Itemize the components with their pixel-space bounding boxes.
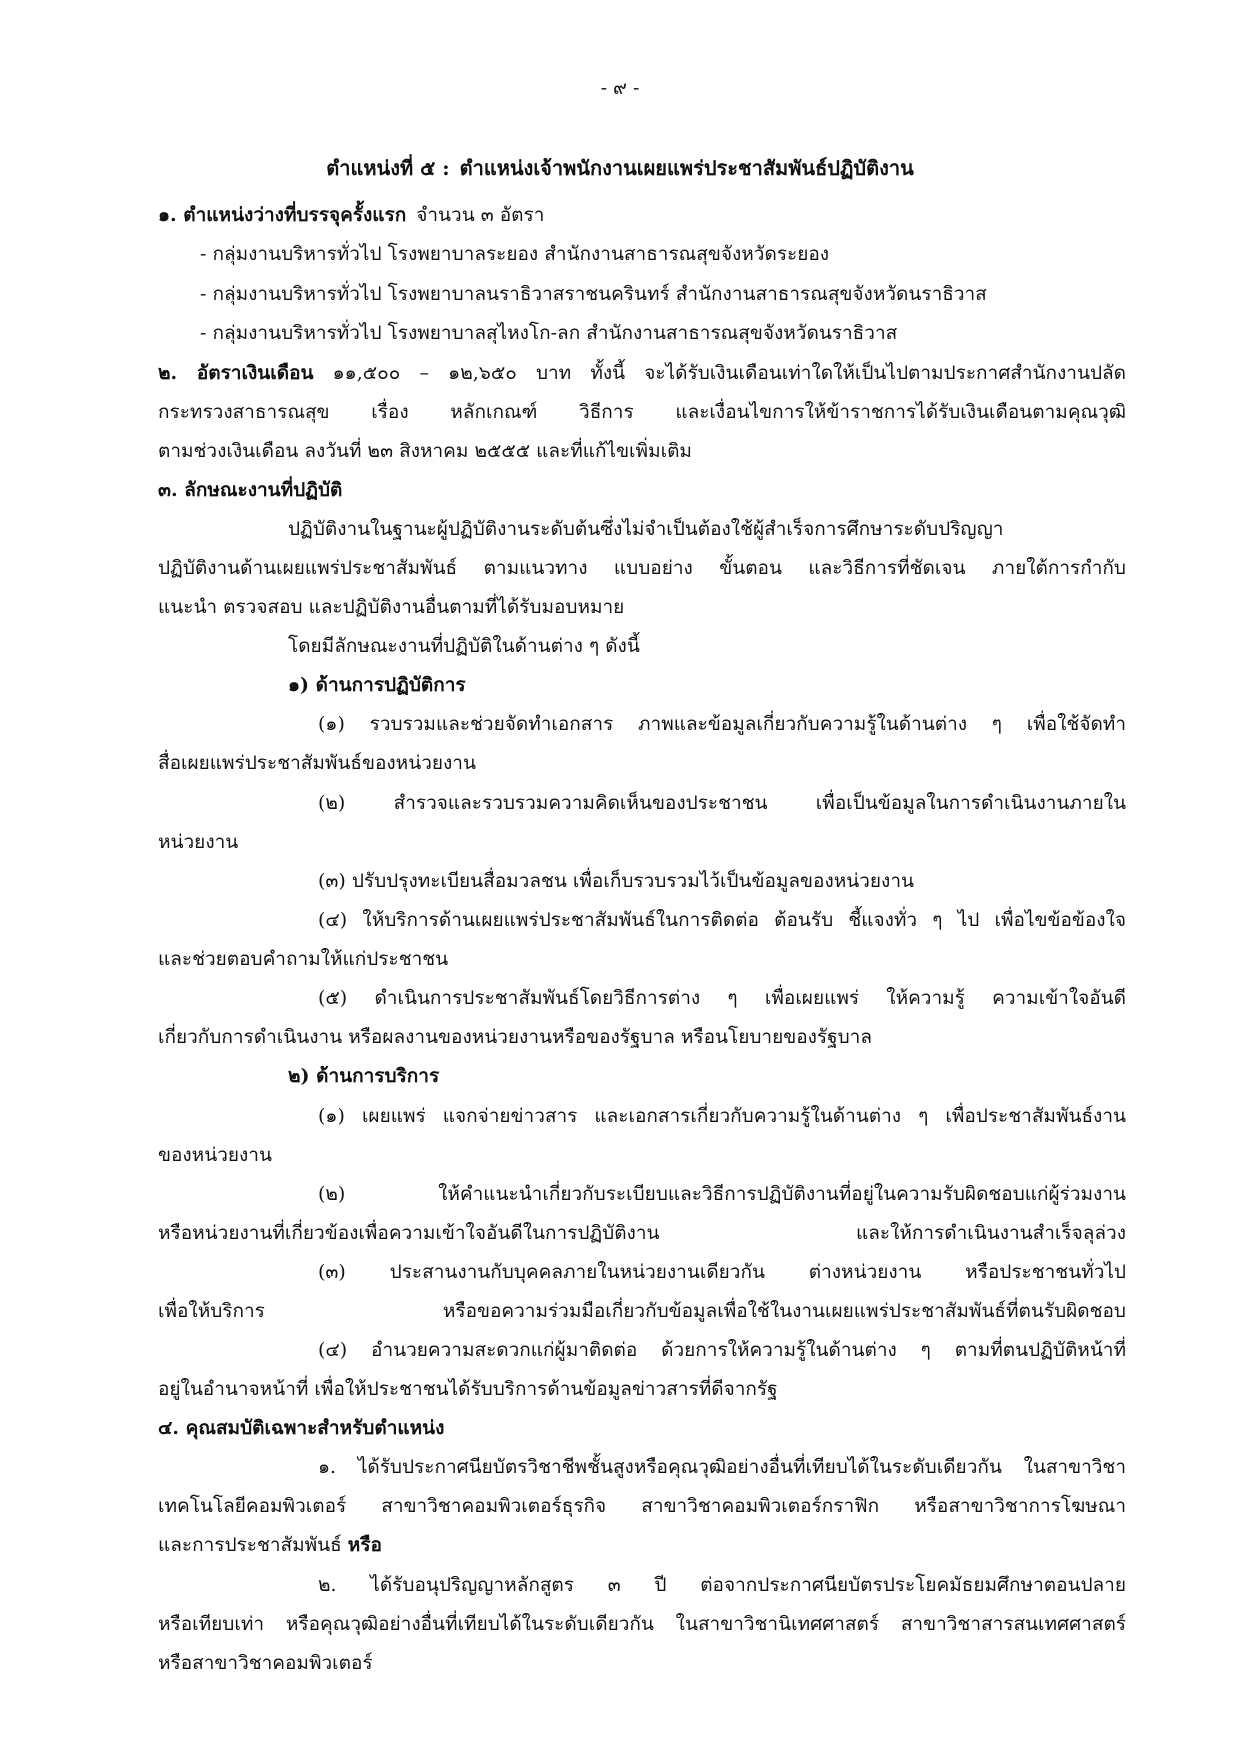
- section3-heading: ๓. ลักษณะงานที่ปฏิบัติ: [158, 479, 343, 501]
- sub1-line: (๔) ให้บริการด้านเผยแพร่ประชาสัมพันธ์ในการติดต่อ ต้อนรับ ชี้แจงทั่ว ๆ ไป เพื่อไขข้อข้องใจ: [318, 909, 1126, 931]
- section4-line: หรือเทียบเท่า หรือคุณวุฒิอย่างอื่นที่เทียบได้ในระดับเดียวกัน ในสาขาวิชานิเทศศาสตร์ สาขาวิชาสารสนเทศศาสตร์: [158, 1613, 1126, 1635]
- section4-line: ๑. ได้รับประกาศนียบัตรวิชาชีพชั้นสูงหรือคุณวุฒิอย่างอื่นที่เทียบได้ในระดับเดียวกัน ในสาขาวิชา: [318, 1456, 1126, 1478]
- section1-item: - กลุ่มงานบริหารทั่วไป โรงพยาบาลสุไหงโก-ลก สำนักงานสาธารณสุขจังหวัดนราธิวาส: [200, 322, 898, 344]
- section1-item: - กลุ่มงานบริหารทั่วไป โรงพยาบาลระยอง สำนักงานสาธารณสุขจังหวัดระยอง: [200, 243, 830, 265]
- sub2-line: ของหน่วยงาน: [158, 1144, 272, 1166]
- page-number: - ๙ -: [600, 77, 640, 99]
- section4-line: ๒. ได้รับอนุปริญญาหลักสูตร ๓ ปี ต่อจากประกาศนียบัตรประโยคมัธยมศึกษาตอนปลาย: [318, 1574, 1126, 1596]
- sub1-line: หน่วยงาน: [158, 831, 239, 853]
- position-title: [0, 156, 1240, 180]
- sub2-line: เพื่อให้บริการ หรือขอความร่วมมือเกี่ยวกับข้อมูลเพื่อใช้ในงานเผยแพร่ประชาสัมพันธ์ที่ตนรับผิดชอบ: [158, 1300, 1126, 1322]
- section2-line: ๒. อัตราเงินเดือน ๑๑,๕๐๐ – ๑๒,๖๕๐ บาท ทั้งนี้ จะได้รับเงินเดือนเท่าใดให้เป็นไปตามประกาศสำนักงานปลัด: [158, 362, 1126, 384]
- section2-heading: ๒. อัตราเงินเดือน: [158, 362, 314, 384]
- section3-intro: โดยมีลักษณะงานที่ปฏิบัติในด้านต่าง ๆ ดังนี้: [288, 635, 640, 657]
- sub1-line: (๓) ปรับปรุงทะเบียนสื่อมวลชน เพื่อเก็บรวบรวมไว้เป็นข้อมูลของหน่วยงาน: [318, 870, 914, 892]
- sub2-line: (๑) เผยแพร่ แจกจ่ายข่าวสาร และเอกสารเกี่ยวกับความรู้ในด้านต่าง ๆ เพื่อประชาสัมพันธ์งาน: [318, 1105, 1126, 1127]
- section2-line: กระทรวงสาธารณสุข เรื่อง หลักเกณฑ์ วิธีการ และเงื่อนไขการให้ข้าราชการได้รับเงินเดือนตามคุณวุฒิ: [158, 401, 1126, 423]
- section1-count: จำนวน ๓ อัตรา: [416, 204, 545, 226]
- section3-sub1-heading: ๑) ด้านการปฏิบัติการ: [288, 674, 466, 696]
- section4-line: หรือสาขาวิชาคอมพิวเตอร์: [158, 1652, 373, 1674]
- sub1-line: และช่วยตอบคำถามให้แก่ประชาชน: [158, 948, 449, 970]
- sub1-line: เกี่ยวกับการดำเนินงาน หรือผลงานของหน่วยงานหรือของรัฐบาล หรือนโยบายของรัฐบาล: [158, 1026, 872, 1048]
- sub2-line: หรือหน่วยงานที่เกี่ยวข้องเพื่อความเข้าใจอันดีในการปฏิบัติงาน และให้การดำเนินงานสำเร็จลุล่วง: [158, 1222, 1126, 1244]
- section1-item: - กลุ่มงานบริหารทั่วไป โรงพยาบาลนราธิวาสราชนครินทร์ สำนักงานสาธารณสุขจังหวัดนราธิวาส: [200, 283, 987, 305]
- or-word: หรือ: [347, 1534, 382, 1556]
- sub1-line: (๕) ดำเนินการประชาสัมพันธ์โดยวิธีการต่าง ๆ เพื่อเผยแพร่ ให้ความรู้ ความเข้าใจอันดี: [318, 987, 1126, 1009]
- section4-line: เทคโนโลยีคอมพิวเตอร์ สาขาวิชาคอมพิวเตอร์ธุรกิจ สาขาวิชาคอมพิวเตอร์กราฟิก หรือสาขาวิชาการโฆษณา: [158, 1495, 1126, 1517]
- section2-line: ตามช่วงเงินเดือน ลงวันที่ ๒๓ สิงหาคม ๒๕๕๕ และที่แก้ไขเพิ่มเติม: [158, 440, 692, 462]
- sub1-line: (๒) สำรวจและรวบรวมความคิดเห็นของประชาชน เพื่อเป็นข้อมูลในการดำเนินงานภายใน: [318, 792, 1126, 814]
- section3-intro: ปฏิบัติงานในฐานะผู้ปฏิบัติงานระดับต้นซึ่งไม่จำเป็นต้องใช้ผู้สำเร็จการศึกษาระดับปริญญา: [288, 518, 1004, 540]
- section3-sub2-heading: ๒) ด้านการบริการ: [288, 1065, 440, 1087]
- sub1-line: สื่อเผยแพร่ประชาสัมพันธ์ของหน่วยงาน: [158, 752, 476, 774]
- section1-heading: ๑. ตำแหน่งว่างที่บรรจุครั้งแรก: [158, 204, 407, 226]
- sub1-line: (๑) รวบรวมและช่วยจัดทำเอกสาร ภาพและข้อมูลเกี่ยวกับความรู้ในด้านต่าง ๆ เพื่อใช้จัดทำ: [318, 713, 1126, 735]
- section3-intro: แนะนำ ตรวจสอบ และปฏิบัติงานอื่นตามที่ได้รับมอบหมาย: [158, 596, 625, 618]
- sub2-line: (๒) ให้คำแนะนำเกี่ยวกับระเบียบและวิธีการปฏิบัติงานที่อยู่ในความรับผิดชอบแก่ผู้ร่วมงาน: [318, 1183, 1126, 1205]
- sub2-line: อยู่ในอำนาจหน้าที่ เพื่อให้ประชาชนได้รับบริการด้านข้อมูลข่าวสารที่ดีจากรัฐ: [158, 1378, 778, 1400]
- section3-intro: ปฏิบัติงานด้านเผยแพร่ประชาสัมพันธ์ ตามแนวทาง แบบอย่าง ขั้นตอน และวิธีการที่ชัดเจน ภายใต้การกำกับ: [158, 557, 1126, 579]
- section1: [158, 203, 544, 227]
- position-title-text: ตำแหน่งเจ้าพนักงานเผยแพร่ประชาสัมพันธ์ปฏิบัติงาน: [459, 156, 914, 180]
- section4-heading: ๔. คุณสมบัติเฉพาะสำหรับตำแหน่ง: [158, 1417, 445, 1439]
- position-title-label: ตำแหน่งที่ ๕ :: [326, 156, 450, 180]
- sub2-line: (๓) ประสานงานกับบุคคลภายในหน่วยงานเดียวกัน ต่างหน่วยงาน หรือประชาชนทั่วไป: [318, 1261, 1126, 1283]
- section4-line: และการประชาสัมพันธ์ หรือ: [158, 1534, 382, 1556]
- sub2-line: (๔) อำนวยความสะดวกแก่ผู้มาติดต่อ ด้วยการให้ความรู้ในด้านต่าง ๆ ตามที่ตนปฏิบัติหน้าที่: [318, 1339, 1126, 1361]
